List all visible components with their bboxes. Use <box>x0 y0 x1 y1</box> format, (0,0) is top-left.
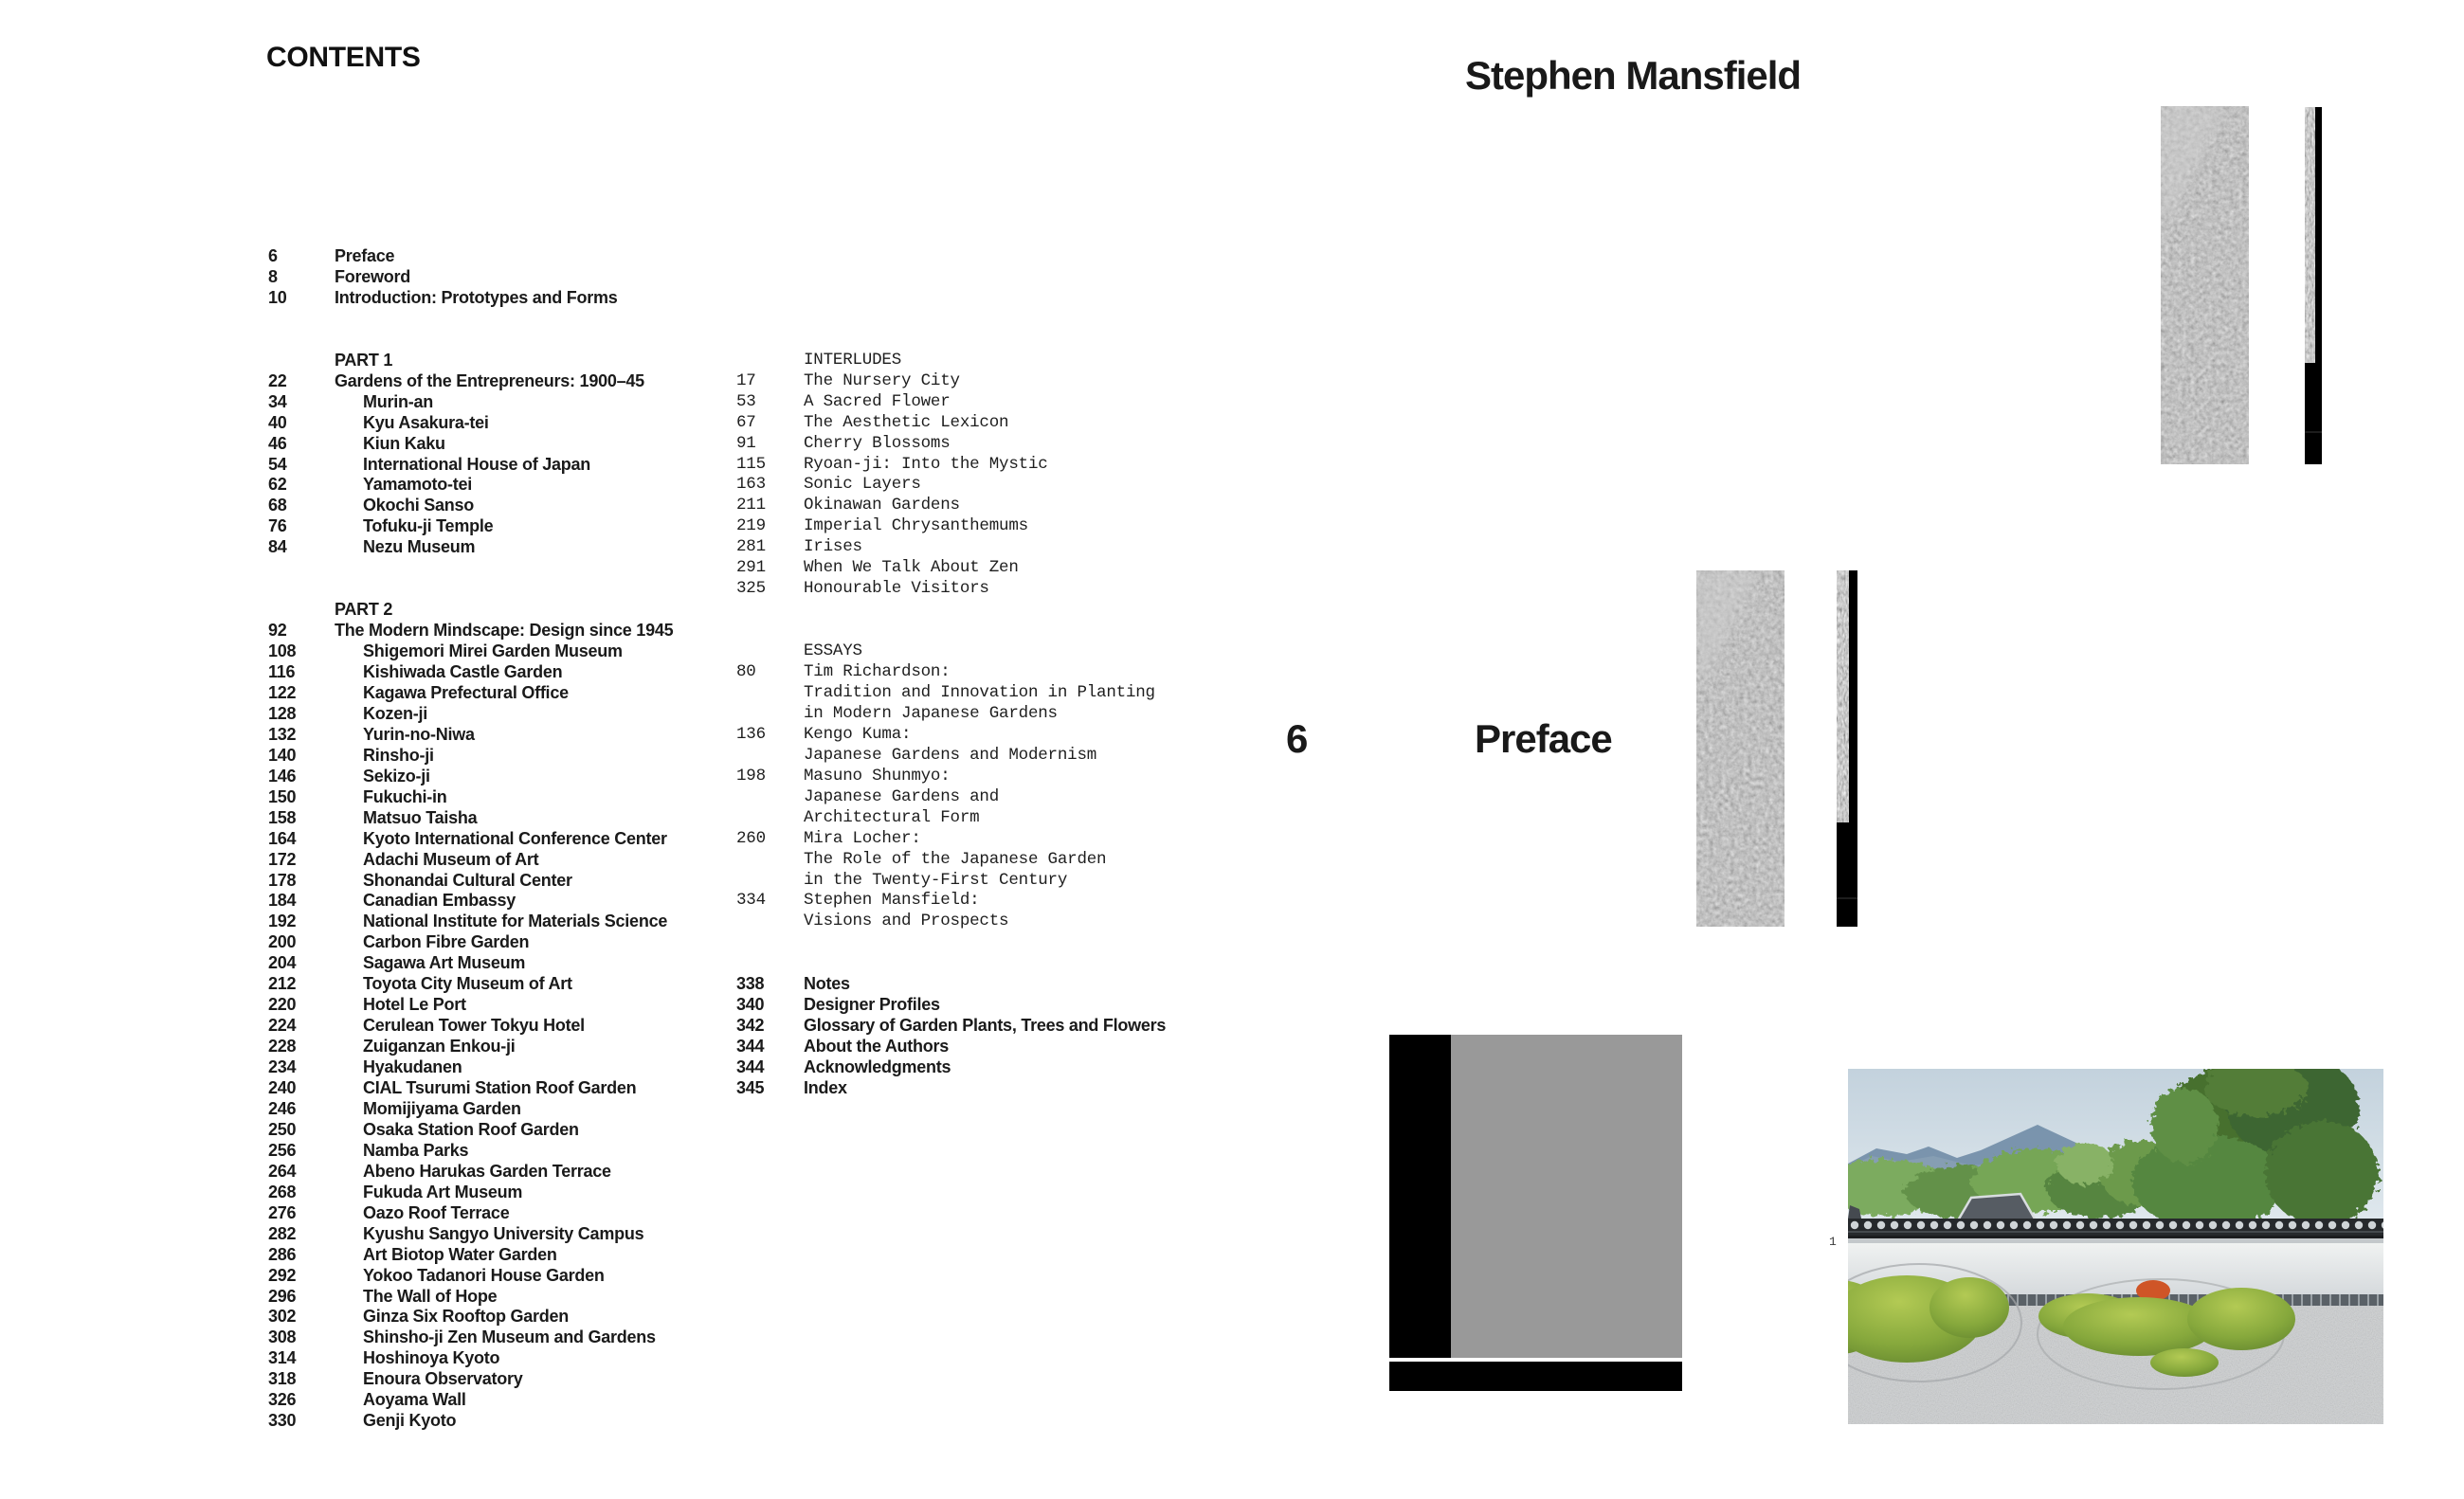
toc-page-number: 192 <box>268 912 297 931</box>
toc-page-number: 164 <box>268 828 297 848</box>
toc-entry-title: Shigemori Mirei Garden Museum <box>363 641 623 661</box>
toc-section-heading: PART 1 <box>335 350 393 370</box>
toc-entry-title: Tradition and Innovation in Planting <box>804 682 1155 702</box>
toc-entry-title: Sagawa Art Museum <box>363 953 526 973</box>
toc-page-number: 338 <box>736 974 765 994</box>
preface-title: Preface <box>1475 716 1612 761</box>
toc-entry-title: Shinsho-ji Zen Museum and Gardens <box>363 1327 656 1347</box>
toc-page-number: 128 <box>268 703 297 723</box>
toc-entry-title: Genji Kyoto <box>363 1411 457 1431</box>
toc-entry-title: Masuno Shunmyo: <box>804 766 951 786</box>
toc-page-number: 80 <box>736 662 756 681</box>
toc-page-number: 10 <box>268 287 287 307</box>
toc-page-number: 281 <box>736 537 766 557</box>
black-bar <box>1389 1362 1682 1391</box>
noise-texture <box>2305 107 2315 363</box>
toc-entry-title: Stephen Mansfield: <box>804 891 980 911</box>
toc-page-number: 219 <box>736 516 766 536</box>
toc-entry-title: Kyu Asakura-tei <box>363 412 489 432</box>
toc-page-number: 268 <box>268 1182 297 1201</box>
zen-garden-photo <box>1848 1069 2383 1424</box>
toc-page-number: 212 <box>268 974 297 994</box>
toc-page-number: 344 <box>736 1037 765 1057</box>
toc-section-heading: PART 2 <box>335 600 393 620</box>
toc-page-number: 76 <box>268 516 287 536</box>
toc-entry-title: Index <box>804 1078 847 1097</box>
toc-page-number: 68 <box>268 496 287 515</box>
toc-page-number: 84 <box>268 537 287 557</box>
toc-page-number: 115 <box>736 454 766 474</box>
toc-entry-title: Mira Locher: <box>804 828 921 848</box>
toc-entry-title: When We Talk About Zen <box>804 558 1019 578</box>
toc-entry-title: CIAL Tsurumi Station Roof Garden <box>363 1078 637 1097</box>
toc-entry-title: The Wall of Hope <box>363 1286 498 1306</box>
gray-block <box>1451 1035 1682 1358</box>
toc-entry-title: Sonic Layers <box>804 475 921 495</box>
toc-page-number: 308 <box>268 1327 297 1347</box>
toc-entry-title: Sekizo-ji <box>363 766 430 786</box>
toc-page-number: 291 <box>736 558 766 578</box>
toc-entry-title: Ginza Six Rooftop Garden <box>363 1307 570 1327</box>
toc-entry-title: Introduction: Prototypes and Forms <box>335 287 618 307</box>
toc-entry-title: Carbon Fibre Garden <box>363 932 530 952</box>
toc-section-heading: ESSAYS <box>804 641 862 661</box>
toc-entry-title: The Nursery City <box>804 370 960 390</box>
strip-separator <box>1837 897 1857 899</box>
toc-entry-title: Ryoan-ji: Into the Mystic <box>804 454 1048 474</box>
toc-entry-title: Yamamoto-tei <box>363 475 473 495</box>
toc-page-number: 6 <box>268 246 278 265</box>
toc-page-number: 220 <box>268 995 297 1015</box>
toc-page-number: 286 <box>268 1244 297 1264</box>
toc-page-number: 17 <box>736 370 756 390</box>
toc-page-number: 158 <box>268 807 297 827</box>
toc-page-number: 8 <box>268 266 278 286</box>
toc-entry-title: Kagawa Prefectural Office <box>363 682 569 702</box>
toc-page-number: 204 <box>268 953 297 973</box>
toc-page-number: 40 <box>268 412 287 432</box>
toc-entry-title: Hotel Le Port <box>363 995 466 1015</box>
toc-entry-title: Murin-an <box>363 391 433 411</box>
toc-entry-title: Foreword <box>335 266 411 286</box>
toc-page-number: 34 <box>268 391 287 411</box>
contents-title: CONTENTS <box>266 42 421 73</box>
toc-entry-title: Fukuda Art Museum <box>363 1182 523 1201</box>
toc-page-number: 296 <box>268 1286 297 1306</box>
strip-black-bottom <box>1837 822 1857 927</box>
noise-texture <box>1696 570 1785 927</box>
toc-entry-title: Aoyama Wall <box>363 1390 466 1410</box>
toc-page-number: 198 <box>736 766 766 786</box>
toc-entry-title: Yokoo Tadanori House Garden <box>363 1265 605 1285</box>
toc-page-number: 330 <box>268 1411 297 1431</box>
toc-page-number: 67 <box>736 412 756 432</box>
toc-entry-title: Kishiwada Castle Garden <box>363 662 563 681</box>
toc-page-number: 224 <box>268 1016 297 1036</box>
toc-page-number: 46 <box>268 433 287 453</box>
toc-entry-title: Canadian Embassy <box>363 891 516 911</box>
toc-page-number: 340 <box>736 995 765 1015</box>
contact-sheet-block <box>1389 1035 1682 1391</box>
toc-page-number: 282 <box>268 1223 297 1243</box>
toc-page-number: 325 <box>736 579 766 599</box>
toc-page-number: 292 <box>268 1265 297 1285</box>
toc-page-number: 146 <box>268 766 297 786</box>
photo-caption-number: 1 <box>1829 1235 1837 1249</box>
toc-entry-title: Japanese Gardens and Modernism <box>804 745 1097 765</box>
toc-entry-title: National Institute for Materials Science <box>363 912 668 931</box>
noise-texture <box>1837 570 1849 822</box>
toc-page-number: 302 <box>268 1307 297 1327</box>
toc-page-number: 318 <box>268 1369 297 1389</box>
toc-entry-title: Oazo Roof Terrace <box>363 1202 510 1222</box>
toc-page-number: 334 <box>736 891 766 911</box>
toc-page-number: 314 <box>268 1348 297 1368</box>
toc-entry-title: Cerulean Tower Tokyu Hotel <box>363 1016 585 1036</box>
toc-page-number: 211 <box>736 496 766 515</box>
toc-entry-title: Fukuchi-in <box>363 786 447 806</box>
grayscale-page-thumbnail-middle <box>1696 570 1785 927</box>
strip-black-bottom <box>2305 363 2322 464</box>
toc-entry-title: Namba Parks <box>363 1140 469 1160</box>
toc-entry-title: International House of Japan <box>363 454 591 474</box>
toc-entry-title: Shonandai Cultural Center <box>363 870 572 890</box>
toc-entry-title: Hyakudanen <box>363 1057 462 1077</box>
toc-entry-title: The Role of the Japanese Garden <box>804 849 1107 869</box>
toc-page-number: 342 <box>736 1016 765 1036</box>
toc-page-number: 22 <box>268 370 287 390</box>
toc-entry-title: Tim Richardson: <box>804 662 951 681</box>
toc-entry-title: Japanese Gardens and <box>804 786 1000 806</box>
black-column <box>1389 1035 1451 1358</box>
toc-entry-title: Okochi Sanso <box>363 496 475 515</box>
toc-page-number: 136 <box>736 724 766 744</box>
toc-entry-title: Zuiganzan Enkou-ji <box>363 1037 516 1057</box>
toc-entry-title: Kozen-ji <box>363 703 427 723</box>
toc-page-number: 184 <box>268 891 297 911</box>
toc-page-number: 54 <box>268 454 287 474</box>
toc-entry-title: Cherry Blossoms <box>804 433 951 453</box>
toc-entry-title: Acknowledgments <box>804 1057 951 1077</box>
toc-page-number: 234 <box>268 1057 297 1077</box>
toc-entry-title: Kiun Kaku <box>363 433 445 453</box>
toc-page-number: 92 <box>268 621 287 641</box>
toc-page-number: 326 <box>268 1390 297 1410</box>
toc-entry-title: Tofuku-ji Temple <box>363 516 494 536</box>
toc-entry-title: About the Authors <box>804 1037 950 1057</box>
toc-page-number: 91 <box>736 433 756 453</box>
toc-page-number: 344 <box>736 1057 765 1077</box>
toc-entry-title: Kyushu Sangyo University Campus <box>363 1223 644 1243</box>
toc-entry-title: in the Twenty-First Century <box>804 870 1068 890</box>
toc-entry-title: The Modern Mindscape: Design since 1945 <box>335 621 674 641</box>
toc-entry-title: The Aesthetic Lexicon <box>804 412 1009 432</box>
toc-page-number: 132 <box>268 724 297 744</box>
toc-entry-title: Okinawan Gardens <box>804 496 960 515</box>
toc-page-number: 150 <box>268 786 297 806</box>
toc-entry-title: Notes <box>804 974 850 994</box>
strip-separator <box>2305 431 2322 433</box>
toc-page-number: 256 <box>268 1140 297 1160</box>
toc-entry-title: Designer Profiles <box>804 995 940 1015</box>
toc-page-number: 240 <box>268 1078 297 1097</box>
author-name: Stephen Mansfield <box>1465 53 1802 98</box>
toc-entry-title: Abeno Harukas Garden Terrace <box>363 1161 611 1181</box>
toc-entry-title: Matsuo Taisha <box>363 807 478 827</box>
toc-page-number: 345 <box>736 1078 765 1097</box>
toc-entry-title: Imperial Chrysanthemums <box>804 516 1028 536</box>
toc-page-number: 228 <box>268 1037 297 1057</box>
toc-page-number: 264 <box>268 1161 297 1181</box>
toc-entry-title: Nezu Museum <box>363 537 476 557</box>
toc-page-number: 246 <box>268 1098 297 1118</box>
toc-entry-title: Preface <box>335 246 395 265</box>
toc-page-number: 200 <box>268 932 297 952</box>
toc-page-number: 116 <box>268 662 296 681</box>
toc-page-number: 260 <box>736 828 766 848</box>
toc-entry-title: in Modern Japanese Gardens <box>804 703 1058 723</box>
toc-entry-title: Kengo Kuma: <box>804 724 912 744</box>
toc-entry-title: Irises <box>804 537 862 557</box>
toc-page-number: 122 <box>268 682 297 702</box>
toc-entry-title: Gardens of the Entrepreneurs: 1900–45 <box>335 370 644 390</box>
toc-entry-title: Hoshinoya Kyoto <box>363 1348 500 1368</box>
toc-page-number: 250 <box>268 1119 297 1139</box>
grayscale-page-thumbnail-top <box>2161 106 2249 464</box>
toc-entry-title: Art Biotop Water Garden <box>363 1244 557 1264</box>
toc-page-number: 140 <box>268 745 297 765</box>
toc-page-number: 108 <box>268 641 297 661</box>
toc-entry-title: A Sacred Flower <box>804 391 951 411</box>
toc-entry-title: Toyota City Museum of Art <box>363 974 572 994</box>
toc-entry-title: Honourable Visitors <box>804 579 989 599</box>
toc-page-number: 53 <box>736 391 756 411</box>
toc-section-heading: INTERLUDES <box>804 350 902 370</box>
toc-entry-title: Visions and Prospects <box>804 912 1009 931</box>
toc-entry-title: Momijiyama Garden <box>363 1098 521 1118</box>
preface-page-number: 6 <box>1286 716 1308 761</box>
toc-entry-title: Enoura Observatory <box>363 1369 523 1389</box>
toc-entry-title: Yurin-no-Niwa <box>363 724 475 744</box>
toc-entry-title: Rinsho-ji <box>363 745 434 765</box>
grayscale-film-strip-middle <box>1837 570 1857 927</box>
toc-page-number: 62 <box>268 475 287 495</box>
toc-page-number: 163 <box>736 475 766 495</box>
noise-texture <box>2161 106 2249 464</box>
toc-entry-title: Glossary of Garden Plants, Trees and Flowers <box>804 1016 1167 1036</box>
toc-entry-title: Kyoto International Conference Center <box>363 828 667 848</box>
toc-page-number: 178 <box>268 870 297 890</box>
toc-entry-title: Osaka Station Roof Garden <box>363 1119 579 1139</box>
toc-page-number: 276 <box>268 1202 297 1222</box>
toc-entry-title: Adachi Museum of Art <box>363 849 539 869</box>
toc-entry-title: Architectural Form <box>804 807 980 827</box>
grayscale-film-strip-top <box>2305 107 2322 464</box>
toc-page-number: 172 <box>268 849 297 869</box>
